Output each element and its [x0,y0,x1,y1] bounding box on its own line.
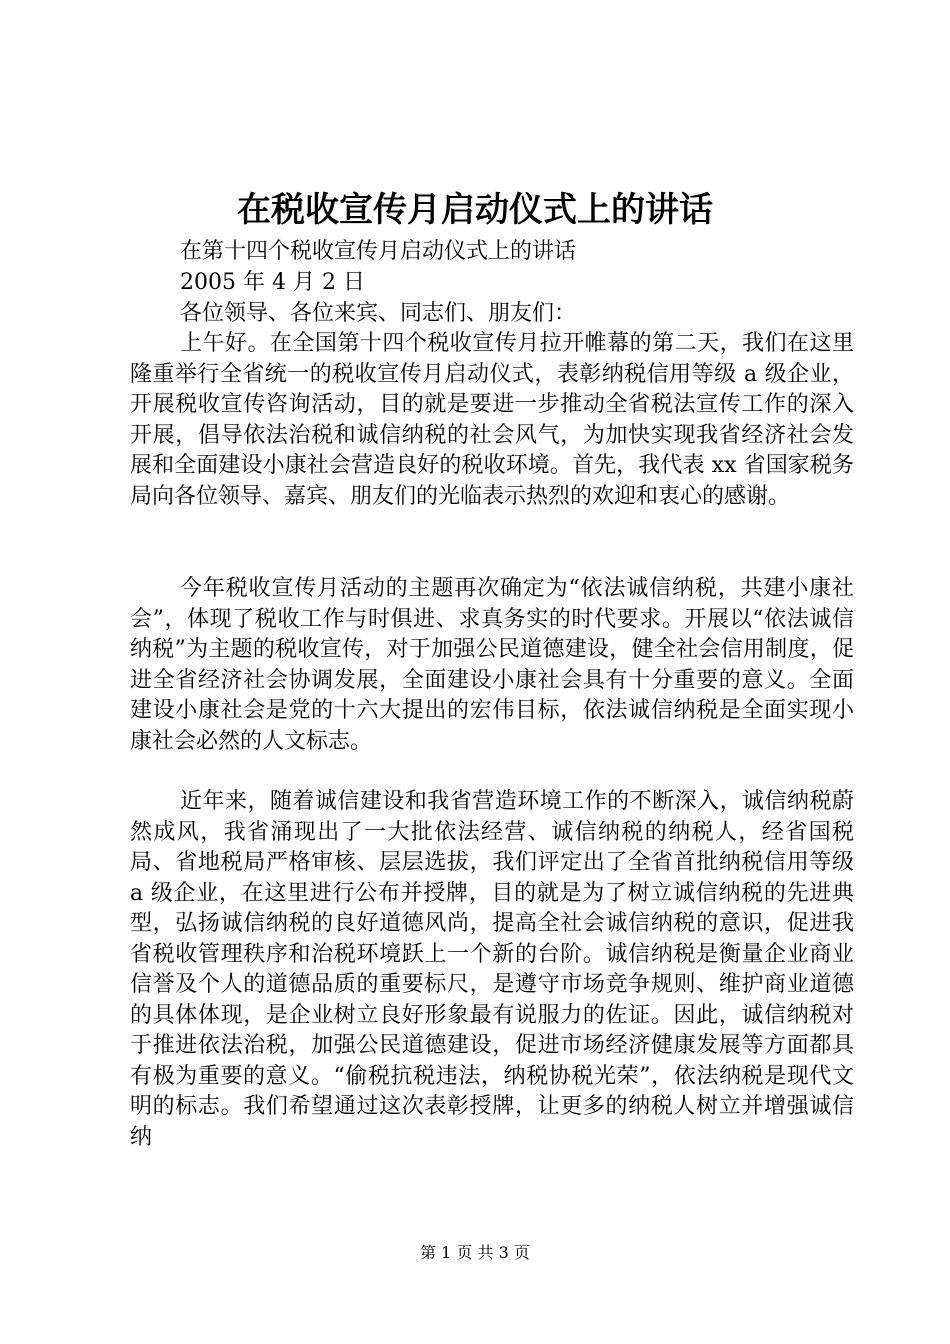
paragraph-2: 今年税收宣传月活动的主题再次确定为“依法诚信纳税，共建小康社会”，体现了税收工作与时俱进、求真务实的时代要求。开展以“依法诚信纳税”为主题的税收宣传，对于加强公民道德建设，健全社会信用制度，促进全省经济社会协调发展，全面建设小康社会具有十分重要的意义。全面建设小康社会是党的十六大提出的宏伟目标，依法诚信纳税是全面实现小康社会必然的人文标志。 [130,576,854,754]
speech-date: 2005 年 4 月 2 日 [180,270,365,295]
paragraph-1: 上午好。在全国第十四个税收宣传月拉开帷幕的第二天，我们在这里隆重举行全省统一的税收宣传月启动仪式，表彰纳税信用等级 a 级企业，开展税收宣传咨询活动，目的就是要进一步推动全省税法宣传工作的深入开展，倡导依法治税和诚信纳税的社会风气，为加快实现我省经济社会发展和全面建设小康社会营造良好的税收环境。首先，我代表 xx 省国家税务局向各位领导、嘉宾、朋友们的光临表示热烈的欢迎和衷心的感谢。 [130,331,854,509]
speech-subtitle: 在第十四个税收宣传月启动仪式上的讲话 [180,239,577,264]
salutation: 各位领导、各位来宾、同志们、朋友们： [180,301,577,326]
paragraph-3-block [130,787,854,1153]
paragraph-2-block [130,574,854,757]
paragraph-3: 近年来，随着诚信建设和我省营造环境工作的不断深入，诚信纳税蔚然成风，我省涌现出了一大批依法经营、诚信纳税的纳税人，经省国税局、省地税局严格审核、层层选拔，我们评定出了全省首批纳税信用等级 a 级企业，在这里进行公布并授牌，目的就是为了树立诚信纳税的先进典型，弘扬诚信纳税的良好道德风尚，提高全社会诚信纳税的意识，促进我省税收管理秩序和治税环境跃上一个新的台阶。诚信纳税是衡量企业商业信誉及个人的道德品质的重要标尺，是遵守市场竞争规则、维护商业道德的具体体现，是企业树立良好形象最有说服力的佐证。因此，诚信纳税对于推进依法治税，加强公民道德建设，促进市场经济健康发展等方面都具有极为重要的意义。“偷税抗税违法，纳税协税光荣”，依法纳税是现代文明的标志。我们希望通过这次表彰授牌，让更多的纳税人树立并增强诚信纳 [130,789,854,1150]
document-title: 在税收宣传月启动仪式上的讲话 [237,190,713,230]
paragraph-1-block [130,329,854,512]
page-footer: 第 1 页 共 3 页 [420,1243,530,1262]
